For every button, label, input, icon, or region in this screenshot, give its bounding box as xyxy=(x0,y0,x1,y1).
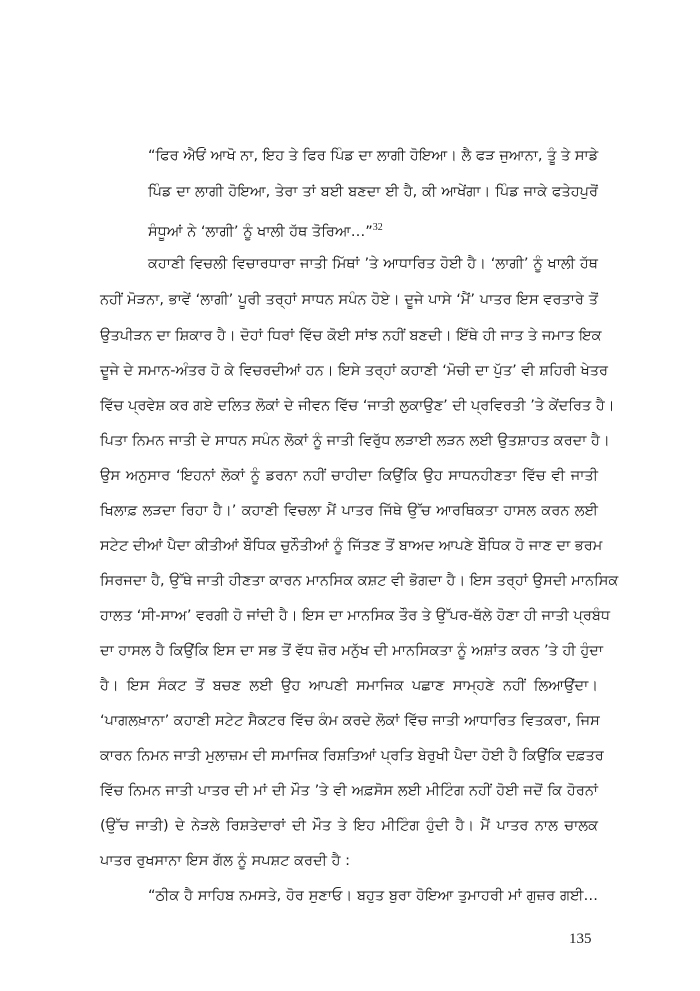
paragraph-line: ਹਾਲਤ ‘ਸੀ-ਸਾਅ’ ਵਰਗੀ ਹੋ ਜਾਂਦੀ ਹੈ। ਇਸ ਦਾ ਮਾਨਸਿਕ ਤੌਰ ਤੇ ਉੱਪਰ-ਥੱਲੇ ਹੋਣਾ ਹੀ ਜਾਤੀ ਪ੍ਰਬੰਧ xyxy=(100,608,611,624)
paragraph-line: ਸਿਰਜਦਾ ਹੈ, ਉੱਥੇ ਜਾਤੀ ਹੀਣਤਾ ਕਾਰਨ ਮਾਨਸਿਕ ਕਸ਼ਟ ਵੀ ਭੋਗਦਾ ਹੈ। ਇਸ ਤਰ੍ਹਾਂ ਉਸਦੀ ਮਾਨਸਿਕ xyxy=(100,573,619,589)
paragraph-line: ਦਾ ਹਾਸਲ ਹੈ ਕਿਉਂਕਿ ਇਸ ਦਾ ਸਭ ਤੋਂ ਵੱਧ ਜ਼ੋਰ ਮਨੁੱਖ ਦੀ ਮਾਨਸਿਕਤਾ ਨੂੰ ਅਸ਼ਾਂਤ ਕਰਨ ’ਤੇ ਹੀ ਹੁੰਦਾ xyxy=(100,643,604,659)
paragraph-line: ਦੂਜੇ ਦੇ ਸਮਾਨ-ਅੰਤਰ ਹੋ ਕੇ ਵਿਚਰਦੀਆਂ ਹਨ। ਇਸੇ ਤਰ੍ਹਾਂ ਕਹਾਣੀ ‘ਮੋਚੀ ਦਾ ਪੁੱਤ’ ਵੀ ਸ਼ਹਿਰੀ ਖੇਤਰ xyxy=(100,363,609,379)
paragraph-line: ਨਹੀਂ ਮੋੜਨਾ, ਭਾਵੇਂ ‘ਲਾਗੀ’ ਪੂਰੀ ਤਰ੍ਹਾਂ ਸਾਧਨ ਸਪੰਨ ਹੋਏ। ਦੂਜੇ ਪਾਸੇ ‘ਮੈਂ’ ਪਾਤਰ ਇਸ ਵਰਤਾਰੇ ਤੋਂ xyxy=(100,292,598,308)
quote-line: “ਠੀਕ ਹੈ ਸਾਹਿਬ ਨਮਸਤੇ, ਹੋਰ ਸੁਣਾਓ। ਬਹੁਤ ਬੁਰਾ ਹੋਇਆ ਤੁਮਾਹਰੀ ਮਾਂ ਗੁਜ਼ਰ ਗਈ… xyxy=(148,888,598,904)
paragraph-line-last: ਪਾਤਰ ਰੁਖਸਾਨਾ ਇਸ ਗੱਲ ਨੂੰ ਸਪਸ਼ਟ ਕਰਦੀ ਹੈ : xyxy=(100,853,351,869)
quote-line-last xyxy=(148,218,598,242)
paragraph-line: ਪਿਤਾ ਨਿਮਨ ਜਾਤੀ ਦੇ ਸਾਧਨ ਸਪੰਨ ਲੋਕਾਂ ਨੂੰ ਜਾਤੀ ਵਿਰੁੱਧ ਲੜਾਈ ਲੜਨ ਲਈ ਉਤਸ਼ਾਹਤ ਕਰਦਾ ਹੈ। xyxy=(100,433,610,449)
paragraph-line: ਉਤਪੀੜਨ ਦਾ ਸ਼ਿਕਾਰ ਹੈ। ਦੋਹਾਂ ਧਿਰਾਂ ਵਿੱਚ ਕੋਈ ਸਾਂਝ ਨਹੀਂ ਬਣਦੀ। ਇੱਥੇ ਹੀ ਜਾਤ ਤੇ ਜਮਾਤ ਇਕ xyxy=(100,328,602,344)
paragraph-line: ਕਾਰਨ ਨਿਮਨ ਜਾਤੀ ਮੁਲਾਜ਼ਮ ਦੀ ਸਮਾਜਿਕ ਰਿਸ਼ਤਿਆਂ ਪ੍ਰਤਿ ਬੇਰੁਖੀ ਪੈਦਾ ਹੋਈ ਹੈ ਕਿਉਂਕਿ ਦਫ਼ਤਰ xyxy=(100,748,604,764)
quote-line: ਪਿੰਡ ਦਾ ਲਾਗੀ ਹੋਇਆ, ਤੇਰਾ ਤਾਂ ਬਈ ਬਣਦਾ ਈ ਹੈ, ਕੀ ਆਖੇਂਗਾ। ਪਿੰਡ ਜਾਕੇ ਫਤੇਹਪੁਰੋਂ xyxy=(148,184,598,200)
paragraph-line: ਉਸ ਅਨੁਸਾਰ ‘ਇਹਨਾਂ ਲੋਕਾਂ ਨੂੰ ਡਰਨਾ ਨਹੀਂ ਚਾਹੀਦਾ ਕਿਉਂਕਿ ਉਹ ਸਾਧਨਹੀਣਤਾ ਵਿੱਚ ਵੀ ਜਾਤੀ xyxy=(100,468,598,484)
paragraph-line: ਖਿਲਾਫ਼ ਲੜਦਾ ਰਿਹਾ ਹੈ।’ ਕਹਾਣੀ ਵਿਚਲਾ ਮੈਂ ਪਾਤਰ ਜਿੱਥੇ ਉੱਚ ਆਰਥਿਕਤਾ ਹਾਸਲ ਕਰਨ ਲਈ xyxy=(100,503,598,519)
quote-line: “ਫਿਰ ਐਓਂ ਆਖੋ ਨਾ, ਇਹ ਤੇ ਫਿਰ ਪਿੰਡ ਦਾ ਲਾਗੀ ਹੋਇਆ। ਲੈ ਫੜ ਜੁਆਨਾ, ਤੂੰ ਤੇ ਸਾਡੇ xyxy=(148,148,599,164)
paragraph-line: ‘ਪਾਗਲਖ਼ਾਨਾ’ ਕਹਾਣੀ ਸਟੇਟ ਸੈਕਟਰ ਵਿੱਚ ਕੰਮ ਕਰਦੇ ਲੋਕਾਂ ਵਿੱਚ ਜਾਤੀ ਆਧਾਰਿਤ ਵਿਤਕਰਾ, ਜਿਸ xyxy=(100,713,600,729)
paragraph-line: ਵਿੱਚ ਪ੍ਰਵੇਸ਼ ਕਰ ਗਏ ਦਲਿਤ ਲੋਕਾਂ ਦੇ ਜੀਵਨ ਵਿੱਚ ‘ਜਾਤੀ ਲੁਕਾਉਣ’ ਦੀ ਪ੍ਰਵਿਰਤੀ ’ਤੇ ਕੇਂਦਰਿਤ ਹੈ। xyxy=(100,398,615,414)
paragraph-line: ਸਟੇਟ ਦੀਆਂ ਪੈਦਾ ਕੀਤੀਆਂ ਬੌਧਿਕ ਚੁਨੌਤੀਆਂ ਨੂੰ ਜਿੱਤਣ ਤੋਂ ਬਾਅਦ ਆਪਣੇ ਬੌਧਿਕ ਹੋ ਜਾਣ ਦਾ ਭਰਮ xyxy=(100,538,603,554)
footnote-ref: 32 xyxy=(372,222,383,233)
paragraph-line: ਵਿੱਚ ਨਿਮਨ ਜਾਤੀ ਪਾਤਰ ਦੀ ਮਾਂ ਦੀ ਮੌਤ ’ਤੇ ਵੀ ਅਫ਼ਸੋਸ ਲਈ ਮੀਟਿੰਗ ਨਹੀਂ ਹੋਈ ਜਦੋਂ ਕਿ ਹੋਰਨਾਂ xyxy=(100,783,598,799)
paragraph-line: ਹੈ। ਇਸ ਸੰਕਟ ਤੋਂ ਬਚਣ ਲਈ ਉਹ ਆਪਣੀ ਸਮਾਜਿਕ ਪਛਾਣ ਸਾਮ੍ਹਣੇ ਨਹੀਂ ਲਿਆਉਂਦਾ। xyxy=(100,678,598,694)
paragraph-line: (ਉੱਚ ਜਾਤੀ) ਦੇ ਨੇੜਲੇ ਰਿਸ਼ਤੇਦਾਰਾਂ ਦੀ ਮੌਤ ਤੇ ਇਹ ਮੀਟਿੰਗ ਹੁੰਦੀ ਹੈ। ਮੈਂ ਪਾਤਰ ਨਾਲ ਚਾਲਕ xyxy=(100,818,598,834)
paragraph-line: ਕਹਾਣੀ ਵਿਚਲੀ ਵਿਚਾਰਧਾਰਾ ਜਾਤੀ ਮਿੱਥਾਂ ’ਤੇ ਆਧਾਰਿਤ ਹੋਈ ਹੈ। ‘ਲਾਗੀ’ ਨੂੰ ਖਾਲੀ ਹੱਥ xyxy=(148,256,598,272)
quote-text: ਸੰਧੂਆਂ ਨੇ ‘ਲਾਗੀ’ ਨੂੰ ਖਾਲੀ ਹੱਥ ਤੋਰਿਆ…” xyxy=(148,224,373,240)
page-number: 135 xyxy=(569,931,592,947)
